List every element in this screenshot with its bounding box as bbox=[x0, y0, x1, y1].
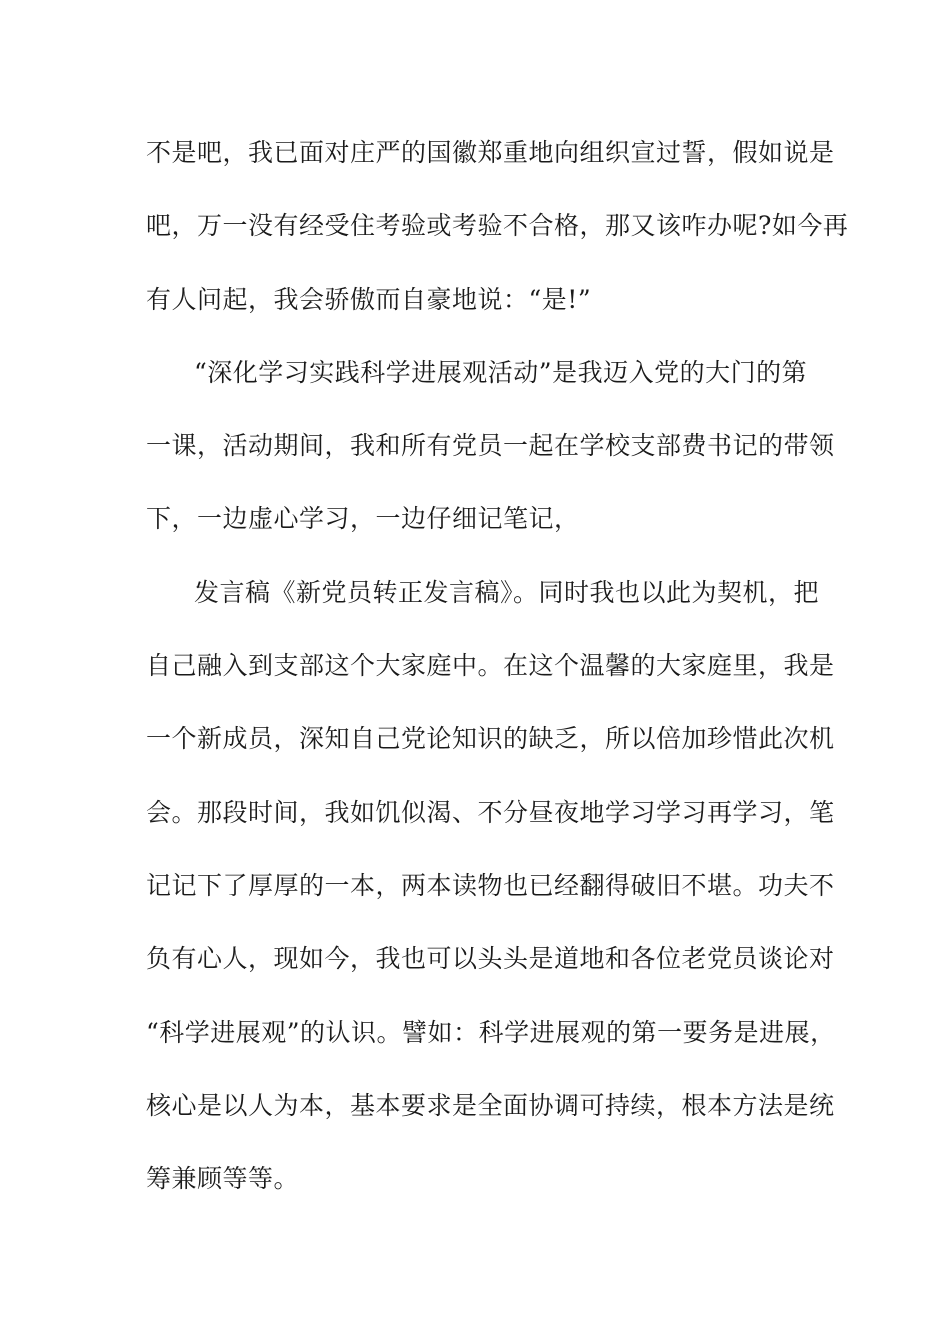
text-line: 一课，活动期间，我和所有党员一起在学校支部费书记的带领 bbox=[146, 431, 835, 461]
text-line: 一个新成员，深知自己党论知识的缺乏，所以倍加珍惜此次机 bbox=[146, 724, 835, 754]
document-body bbox=[146, 128, 849, 1227]
paragraph-start-line: “深化学习实践科学进展观活动”是我迈入党的大门的第 bbox=[194, 357, 808, 387]
text-line: 核心是以人为本，基本要求是全面协调可持续，根本方法是统 bbox=[146, 1090, 835, 1120]
text-line: 下，一边虚心学习，一边仔细记笔记， bbox=[146, 504, 580, 534]
text-line: “科学进展观”的认识。譬如：科学进展观的第一要务是进展， bbox=[146, 1017, 836, 1047]
text-line: 会。那段时间，我如饥似渴、不分昼夜地学习学习再学习，笔 bbox=[146, 797, 835, 827]
text-line: 负有心人，现如今，我也可以头头是道地和各位老党员谈论对 bbox=[146, 944, 835, 974]
text-line: 记记下了厚厚的一本，两本读物也已经翻得破旧不堪。功夫不 bbox=[146, 870, 835, 900]
text-line: 自己融入到支部这个大家庭中。在这个温馨的大家庭里，我是 bbox=[146, 651, 835, 681]
text-line: 不是吧，我已面对庄严的国徽郑重地向组织宣过誓，假如说是 bbox=[146, 138, 835, 167]
paragraph-start-line: 发言稿《新党员转正发言稿》。同时我也以此为契机，把 bbox=[194, 577, 820, 607]
text-line: 吧，万一没有经受住考验或考验不合格，那又该咋办呢?如今再 bbox=[146, 211, 849, 241]
text-line: 筹兼顾等等。 bbox=[146, 1164, 300, 1194]
text-line: 有人问起，我会骄傲而自豪地说：“是!” bbox=[146, 284, 592, 314]
